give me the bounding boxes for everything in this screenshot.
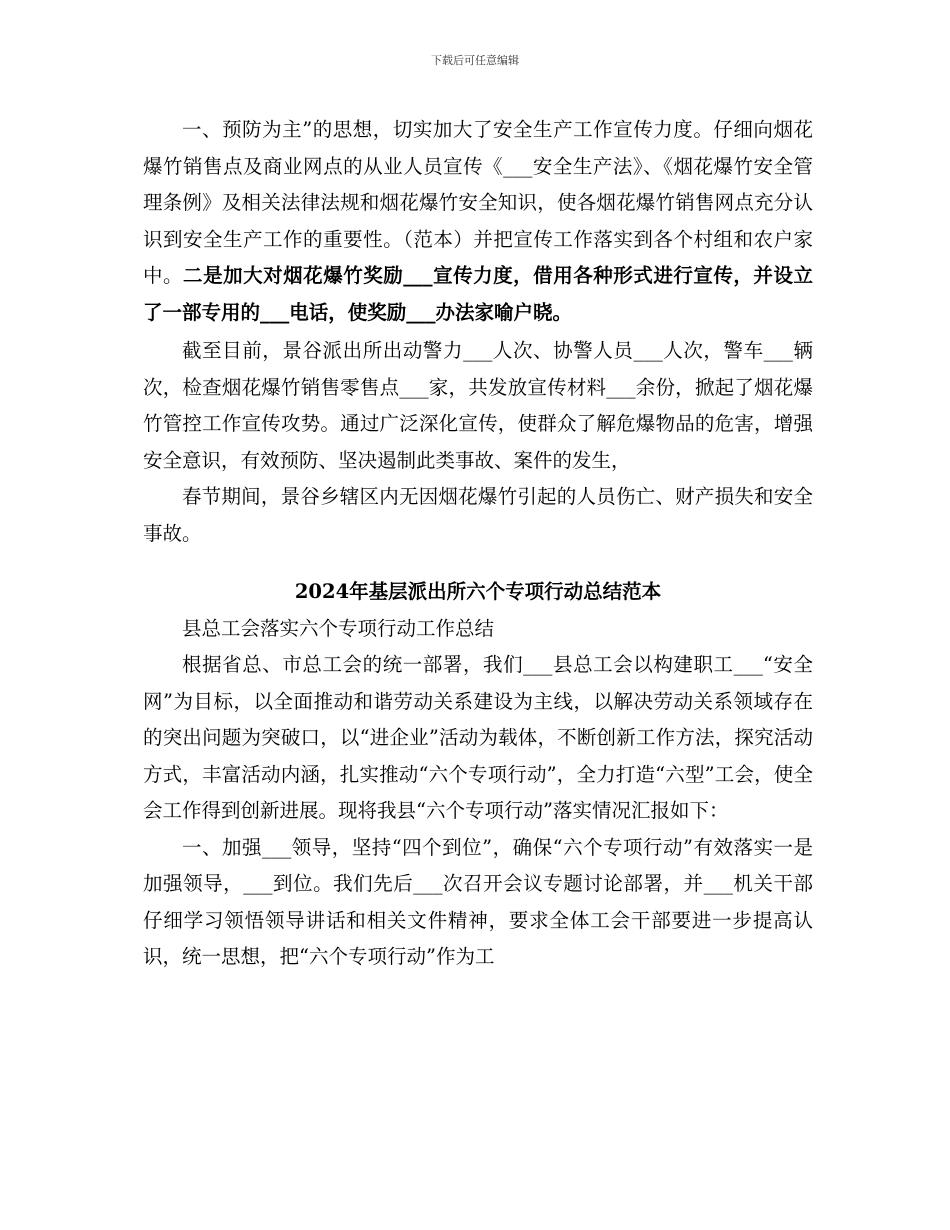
paragraph-publicity: [143, 112, 813, 331]
paragraph-leadership: 一、加强___领导，坚持“四个到位”，确保“六个专项行动”有效落实一是加强领导，___到位。我们先后___次召开会议专题讨论部署，并___机关干部仔细学习领悟领导讲话和相关文件精神，要求全体工会干部要进一步提高认识，统一思想，把“六个专项行动”作为工: [143, 835, 813, 968]
paragraph-statistics: 截至目前，景谷派出所出动警力___人次、协警人员___人次，警车___辆次，检查烟花爆竹销售零售点___家，共发放宣传材料___余份，掀起了烟花爆竹管控工作宣传攻势。通过广泛深化宣传，使群众了解危爆物品的危害，增强安全意识，有效预防、坚决遏制此类事故、案件的发生，: [143, 339, 813, 472]
paragraph-spring-festival: 春节期间，景谷乡辖区内无因烟花爆竹引起的人员伤亡、财产损失和安全事故。: [143, 485, 813, 545]
paragraph-publicity-text: 一、预防为主”的思想，切实加大了安全生产工作宣传力度。仔细向烟花爆竹销售点及商业网点的从业人员宣传《___安全生产法》、《烟花爆竹安全管理条例》及相关法律法规和烟花爆竹安全知识，使各烟花爆竹销售网点充分认识到安全生产工作的重要性。（范本）并把宣传工作落实到各个村组和农户家中。: [143, 118, 813, 287]
document-subtitle: 县总工会落实六个专项行动工作总结: [182, 616, 495, 640]
paragraph-publicity-bold: 二是加大对烟花爆竹奖励___宣传力度，借用各种形式进行宣传，并设立了一部专用的___电话，使奖励___办法家喻户晓。: [143, 264, 813, 324]
document-body: [143, 112, 813, 976]
page-header: 下载后可任意编辑: [431, 54, 519, 67]
paragraph-deployment: 根据省总、市总工会的统一部署，我们___县总工会以构建职工___“安全网”为目标，以全面推动和谐劳动关系建设为主线，以解决劳动关系领域存在的突出问题为突破口，以“进企业”活动为载体，不断创新工作方法，探究活动方式，丰富活动内涵，扎实推动“六个专项行动”，全力打造“六型”工会，使全会工作得到创新进展。现将我县“六个专项行动”落实情况汇报如下：: [143, 653, 813, 822]
document-title: 2024年基层派出所六个专项行动总结范本: [294, 580, 662, 603]
